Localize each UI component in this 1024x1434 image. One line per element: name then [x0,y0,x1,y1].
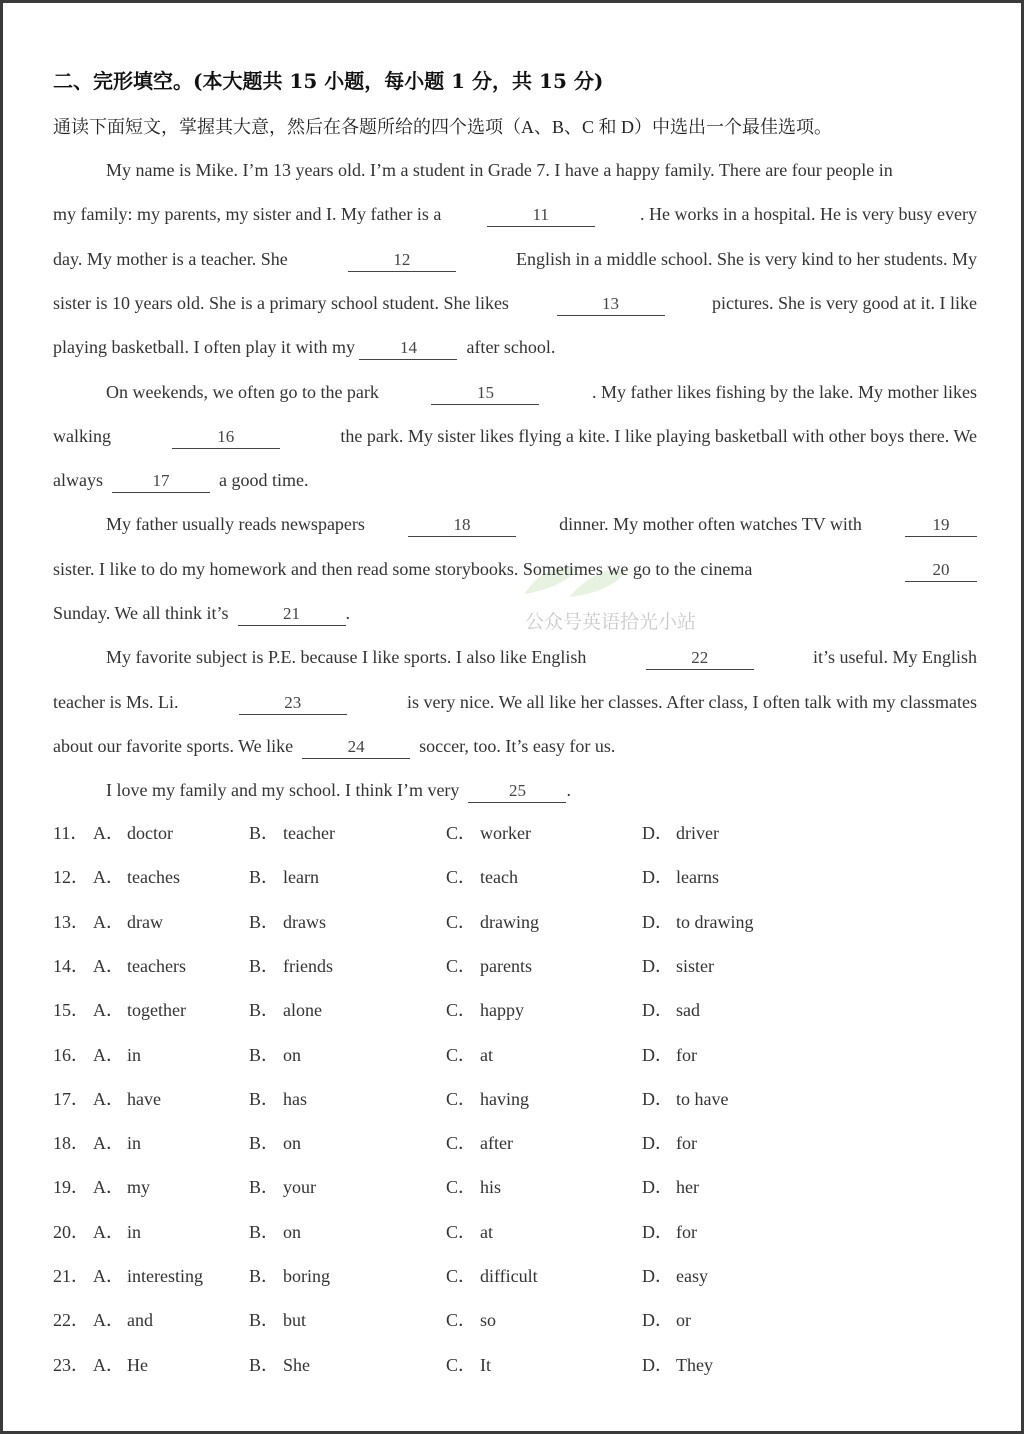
option-text: easy [676,1266,708,1286]
option-text: teach [480,867,518,888]
answer-option[interactable] [249,1261,330,1291]
answer-blank: 20 [905,559,977,582]
question-row [53,1084,977,1114]
option-text: She [283,1354,310,1375]
option-text: in [127,1044,142,1065]
option-letter: B． [249,867,280,888]
option-letter: A． [93,1000,124,1021]
option-text: my [127,1177,151,1198]
option-text: has [283,1088,307,1109]
option-text: so [480,1310,497,1331]
answer-option[interactable] [93,907,163,937]
option-text: teachers [127,955,186,976]
answer-option[interactable] [642,1305,691,1335]
option-text: drawing [480,911,539,932]
answer-option[interactable] [642,1084,728,1114]
passage-text: my family: my parents, my sister and I. My father is a [53,204,442,225]
question-number: 13． [53,911,89,932]
option-text: learns [676,867,719,888]
passage-line [53,155,977,185]
question-row [53,1128,977,1158]
passage-text: day. My mother is a teacher. She [53,248,288,269]
passage-text: My favorite subject is P.E. because I like sports. I also like English [106,647,587,668]
option-text: It [480,1354,491,1375]
option-text: on [283,1044,301,1065]
passage-text: always [53,470,112,491]
question-number: 21． [53,1266,89,1286]
passage-text: dinner. My mother often watches TV with [559,514,862,535]
option-text: his [480,1177,502,1198]
answer-option[interactable] [642,1128,697,1158]
passage-line [53,332,977,362]
option-letter: C． [446,1310,477,1331]
question-number: 11． [53,823,89,843]
passage-line [53,731,977,761]
option-text: together [127,1000,186,1021]
option-text: or [676,1310,691,1331]
passage-text: it’s useful. My English [812,647,977,668]
question-number: 17． [53,1088,89,1109]
option-letter: C． [446,1044,477,1065]
option-text: interesting [127,1266,203,1286]
option-letter: B． [249,1133,280,1154]
passage-text: the park. My sister likes flying a kite. I like playing basketball with other boys there. We [340,425,977,446]
option-letter: C． [446,1266,477,1286]
option-letter: A． [93,1354,124,1375]
answer-option[interactable] [642,818,719,848]
answer-option[interactable] [446,1217,493,1247]
question-row [53,951,977,981]
answer-option[interactable] [642,907,753,937]
option-text: sad [676,1000,700,1021]
option-text: at [480,1221,493,1242]
option-text: boring [283,1266,330,1286]
answer-blank: 17 [112,470,210,493]
option-text: teaches [127,867,180,888]
answer-option[interactable] [446,1305,496,1335]
answer-option[interactable] [446,862,518,892]
question-number: 22． [53,1310,89,1331]
passage-text: My father usually reads newspapers [106,514,365,535]
passage-text: . [345,603,351,623]
passage-line [53,509,977,539]
answer-blank: 16 [172,426,280,449]
option-letter: D． [642,823,673,843]
answer-option[interactable] [446,818,531,848]
option-text: and [127,1310,153,1331]
option-text: for [676,1044,697,1065]
watermark-text: 公众号英语拾光小站 [525,611,697,633]
passage-text: I love my family and my school. I think I’m very [106,780,469,801]
answer-option[interactable] [249,1350,310,1380]
answer-option[interactable] [93,1128,141,1158]
answer-option[interactable] [642,1217,697,1247]
answer-option[interactable] [249,1217,301,1247]
passage-text: soccer, too. It’s easy for us. [410,735,616,756]
answer-option[interactable] [249,1128,301,1158]
option-letter: D． [642,1000,673,1021]
passage-line [53,642,977,672]
question-number: 14． [53,955,89,976]
answer-blank: 12 [348,249,456,272]
option-letter: B． [249,1044,280,1065]
option-letter: A． [93,911,124,932]
option-letter: C． [446,1177,477,1198]
passage-text: walking [53,425,111,446]
option-text: to drawing [676,911,754,932]
option-letter: A． [93,1088,124,1109]
passage-text: teacher is Ms. Li. [53,691,179,712]
answer-option[interactable] [446,951,532,981]
answer-option[interactable] [446,1261,538,1291]
question-number: 20． [53,1221,89,1242]
passage-line [53,598,977,628]
answer-blank: 13 [557,293,665,316]
answer-option[interactable] [93,862,180,892]
answer-option[interactable] [93,1172,150,1202]
answer-blank: 21 [238,603,346,626]
question-row [53,907,977,937]
answer-option[interactable] [93,995,186,1025]
option-text: draw [127,911,163,932]
question-row [53,1305,977,1335]
passage-line [53,288,977,318]
passage-text: a good time. [209,470,309,491]
answer-blank: 23 [239,692,347,715]
passage-text: after school. [457,337,556,358]
answer-blank: 18 [408,514,516,537]
option-letter: C． [446,1133,477,1154]
answer-option[interactable] [93,818,173,848]
option-letter: A． [93,867,124,888]
option-text: for [676,1133,697,1154]
option-text: parents [480,955,532,976]
option-text: They [676,1354,713,1375]
option-text: difficult [480,1266,538,1286]
passage-line [53,465,977,495]
passage-text: sister is 10 years old. She is a primary school student. She likes [53,292,509,313]
passage-text: is very nice. We all like her classes. After class, I often talk with my classmates [406,691,977,712]
option-letter: D． [642,1044,673,1065]
option-letter: D． [642,1266,673,1286]
option-letter: C． [446,1221,477,1242]
option-text: in [127,1133,142,1154]
passage-line [53,421,977,451]
answer-option[interactable] [249,862,319,892]
option-text: draws [283,911,326,932]
passage-line [53,377,977,407]
passage-text: My name is Mike. I’m 13 years old. I’m a student in Grade 7. I have a happy family. There are four people in [106,160,893,180]
answer-option[interactable] [642,1172,699,1202]
option-letter: C． [446,955,477,976]
answer-blank: 14 [359,337,457,360]
option-text: for [676,1221,697,1242]
passage-text: pictures. She is very good at it. I like [712,292,977,313]
answer-option[interactable] [249,995,322,1025]
answer-option[interactable] [446,1350,491,1380]
option-letter: B． [249,1221,280,1242]
answer-option[interactable] [642,1040,697,1070]
option-letter: B． [249,1088,280,1109]
option-letter: A． [93,1177,124,1198]
answer-option[interactable] [446,995,524,1025]
option-letter: A． [93,1133,124,1154]
option-letter: D． [642,1177,673,1198]
answer-option[interactable] [249,818,335,848]
question-row [53,1040,977,1070]
question-row [53,995,977,1025]
answer-option[interactable] [642,1350,713,1380]
answer-option[interactable] [93,1217,141,1247]
answer-blank: 22 [646,647,754,670]
option-letter: C． [446,1354,477,1375]
option-text: your [283,1177,316,1198]
answer-option[interactable] [249,1305,306,1335]
option-letter: D． [642,1221,673,1242]
option-letter: B． [249,955,280,976]
passage-text: playing basketball. I often play it with my [53,337,360,358]
option-letter: C． [446,823,477,843]
answer-option[interactable] [93,1084,161,1114]
question-number: 19． [53,1177,89,1198]
option-text: her [676,1177,699,1198]
question-row [53,818,977,848]
option-letter: B． [249,1000,280,1021]
question-number: 15． [53,1000,89,1021]
option-text: at [480,1044,493,1065]
option-letter: A． [93,955,124,976]
answer-option[interactable] [446,1040,493,1070]
option-text: on [283,1133,301,1154]
passage-text: sister. I like to do my homework and then read some storybooks. Sometimes we go to the cinema [53,558,753,579]
answer-option[interactable] [93,1261,203,1291]
option-text: but [283,1310,307,1331]
option-letter: D． [642,1310,673,1331]
option-text: He [127,1354,148,1375]
option-letter: D． [642,955,673,976]
option-letter: D． [642,1088,673,1109]
passage-text: On weekends, we often go to the park [106,381,379,402]
passage-text: . My father likes fishing by the lake. My mother likes [592,381,977,402]
answer-option[interactable] [642,995,700,1025]
answer-option[interactable] [642,1261,708,1291]
passage-text: . He works in a hospital. He is very busy every [640,204,977,225]
option-text: driver [676,823,719,843]
question-row [53,1350,977,1380]
section-instruction: 通读下面短文，掌握其大意，然后在各题所给的四个选项（A、B、C 和 D）中选出一个最佳选项。 [53,117,833,137]
passage-line [53,244,977,274]
option-letter: A． [93,1221,124,1242]
answer-option[interactable] [93,951,186,981]
option-text: alone [283,1000,322,1021]
question-number: 16． [53,1044,89,1065]
answer-option[interactable] [93,1040,141,1070]
option-letter: B． [249,1266,280,1286]
passage-text: about our favorite sports. We like [53,735,303,756]
answer-option[interactable] [249,1084,307,1114]
option-letter: B． [249,1177,280,1198]
question-row [53,1217,977,1247]
question-number: 23． [53,1354,89,1375]
answer-option[interactable] [249,1040,301,1070]
answer-option[interactable] [93,1350,148,1380]
answer-option[interactable] [642,951,714,981]
passage-line [53,687,977,717]
option-letter: D． [642,867,673,888]
passage-line [53,554,977,584]
option-text: doctor [127,823,173,843]
answer-blank: 11 [487,204,595,227]
option-letter: C． [446,1000,477,1021]
option-text: having [480,1088,529,1109]
option-letter: B． [249,911,280,932]
question-number: 12． [53,867,89,888]
answer-option[interactable] [249,1172,316,1202]
option-text: sister [676,955,714,976]
answer-option[interactable] [249,907,326,937]
question-row [53,862,977,892]
passage-line [53,775,977,805]
answer-option[interactable] [642,862,719,892]
option-letter: C． [446,1088,477,1109]
passage-line [53,199,977,229]
option-letter: A． [93,1266,124,1286]
answer-blank: 19 [905,514,977,537]
option-letter: D． [642,911,673,932]
passage-text: . [566,780,571,801]
answer-option[interactable] [446,1084,529,1114]
answer-blank: 15 [431,382,539,405]
answer-option[interactable] [93,1305,153,1335]
option-letter: C． [446,867,477,888]
question-row [53,1172,977,1202]
answer-blank: 24 [302,736,410,759]
answer-option[interactable] [446,907,539,937]
option-letter: B． [249,1310,280,1331]
option-text: teacher [283,823,335,843]
option-text: worker [480,823,531,843]
option-letter: A． [93,823,124,843]
option-text: to have [676,1088,729,1109]
passage-text: Sunday. We all think it’s [53,603,238,623]
option-letter: A． [93,1310,124,1331]
option-text: friends [283,955,333,976]
option-text: on [283,1221,301,1242]
option-letter: A． [93,1044,124,1065]
option-text: have [127,1088,161,1109]
option-text: after [480,1133,513,1154]
option-letter: C． [446,911,477,932]
answer-option[interactable] [446,1128,513,1158]
answer-option[interactable] [446,1172,501,1202]
passage-text: English in a middle school. She is very kind to her students. My [516,248,977,269]
option-letter: B． [249,1354,280,1375]
answer-option[interactable] [249,951,333,981]
option-letter: D． [642,1133,673,1154]
option-letter: B． [249,823,280,843]
option-text: happy [480,1000,524,1021]
option-text: learn [283,867,319,888]
option-letter: D． [642,1354,673,1375]
answer-blank: 25 [468,780,566,803]
question-row [53,1261,977,1291]
question-number: 18． [53,1133,89,1154]
section-heading: 二、完形填空。(本大题共 15 小题，每小题 1 分，共 15 分) [53,69,604,93]
option-text: in [127,1221,142,1242]
